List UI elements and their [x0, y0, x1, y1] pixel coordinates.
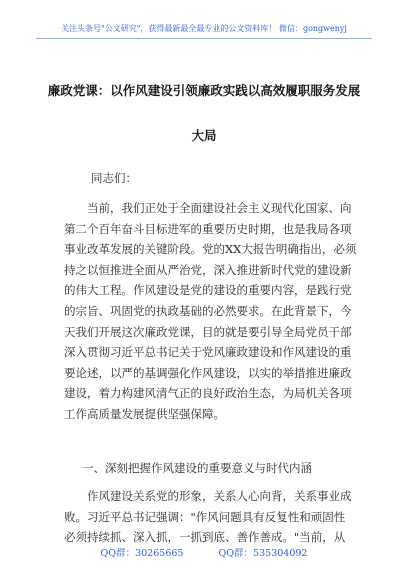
section-heading: 一、深刻把握作风建设的重要意义与时代内涵 [82, 461, 312, 475]
paragraph-line: 第二个百年奋斗目标进军的重要历史时期，也是我局各项 [64, 221, 352, 236]
qq-group-2-link[interactable]: QQ群：535304092 [218, 548, 308, 559]
paragraph-line: 的伟大工程。作风建设是党的建设的重要内容，是践行党 [64, 283, 352, 298]
paragraph-line: 事业改革发展的关键阶段。党的XX大报告明确指出，必须 [64, 242, 357, 257]
paragraph-line: 天我们开展这次廉政党课，目的就是要引导全局党员干部 [64, 324, 352, 339]
promo-header[interactable]: 关注头条号"公文研究"，获得最新最全最专业的公文资料库！ 微信：gongwenyj [61, 24, 347, 33]
paragraph-line: 当前，我们正处于全面建设社会主义现代化国家、向 [87, 201, 352, 215]
paragraph-line: 要论述，以严的基调强化作风建设，以实的举措推进廉政 [64, 365, 352, 380]
qq-footer [0, 545, 408, 559]
paragraph-line: 持之以恒推进全面从严治党，深入推进新时代党的建设新 [64, 262, 352, 277]
paragraph-section-one [64, 486, 352, 548]
qq-group-1-link[interactable]: QQ群：30265665 [100, 548, 184, 559]
paragraph-line: 必须持续抓、深入抓，一抓到底、善作善成。"当前，从 [64, 530, 346, 545]
paragraph-line: 的宗旨、巩固党的执政基础的必然要求。在此背景下，今 [64, 303, 352, 318]
paragraph-line: 深入贯彻习近平总书记关于党风廉政建设和作风建设的重 [64, 345, 352, 360]
paragraph-intro [64, 198, 357, 425]
paragraph-line: 工作高质量发展提供坚强保障。 [64, 406, 225, 421]
paragraph-line: 建设，着力构建风清气正的良好政治生态，为局机关各项 [64, 386, 352, 401]
salutation: 同志们： [91, 171, 137, 185]
document-title-line1: 廉政党课：以作风建设引领廉政实践以高效履职服务发展 [47, 83, 361, 98]
header-divider [36, 38, 372, 39]
paragraph-line: 作风建设关系党的形象，关系人心向背，关系事业成 [87, 489, 352, 503]
paragraph-line: 败。习近平总书记强调："作风问题具有反复性和顽固性 [64, 509, 346, 524]
document-title-line2: 大局 [191, 128, 217, 143]
